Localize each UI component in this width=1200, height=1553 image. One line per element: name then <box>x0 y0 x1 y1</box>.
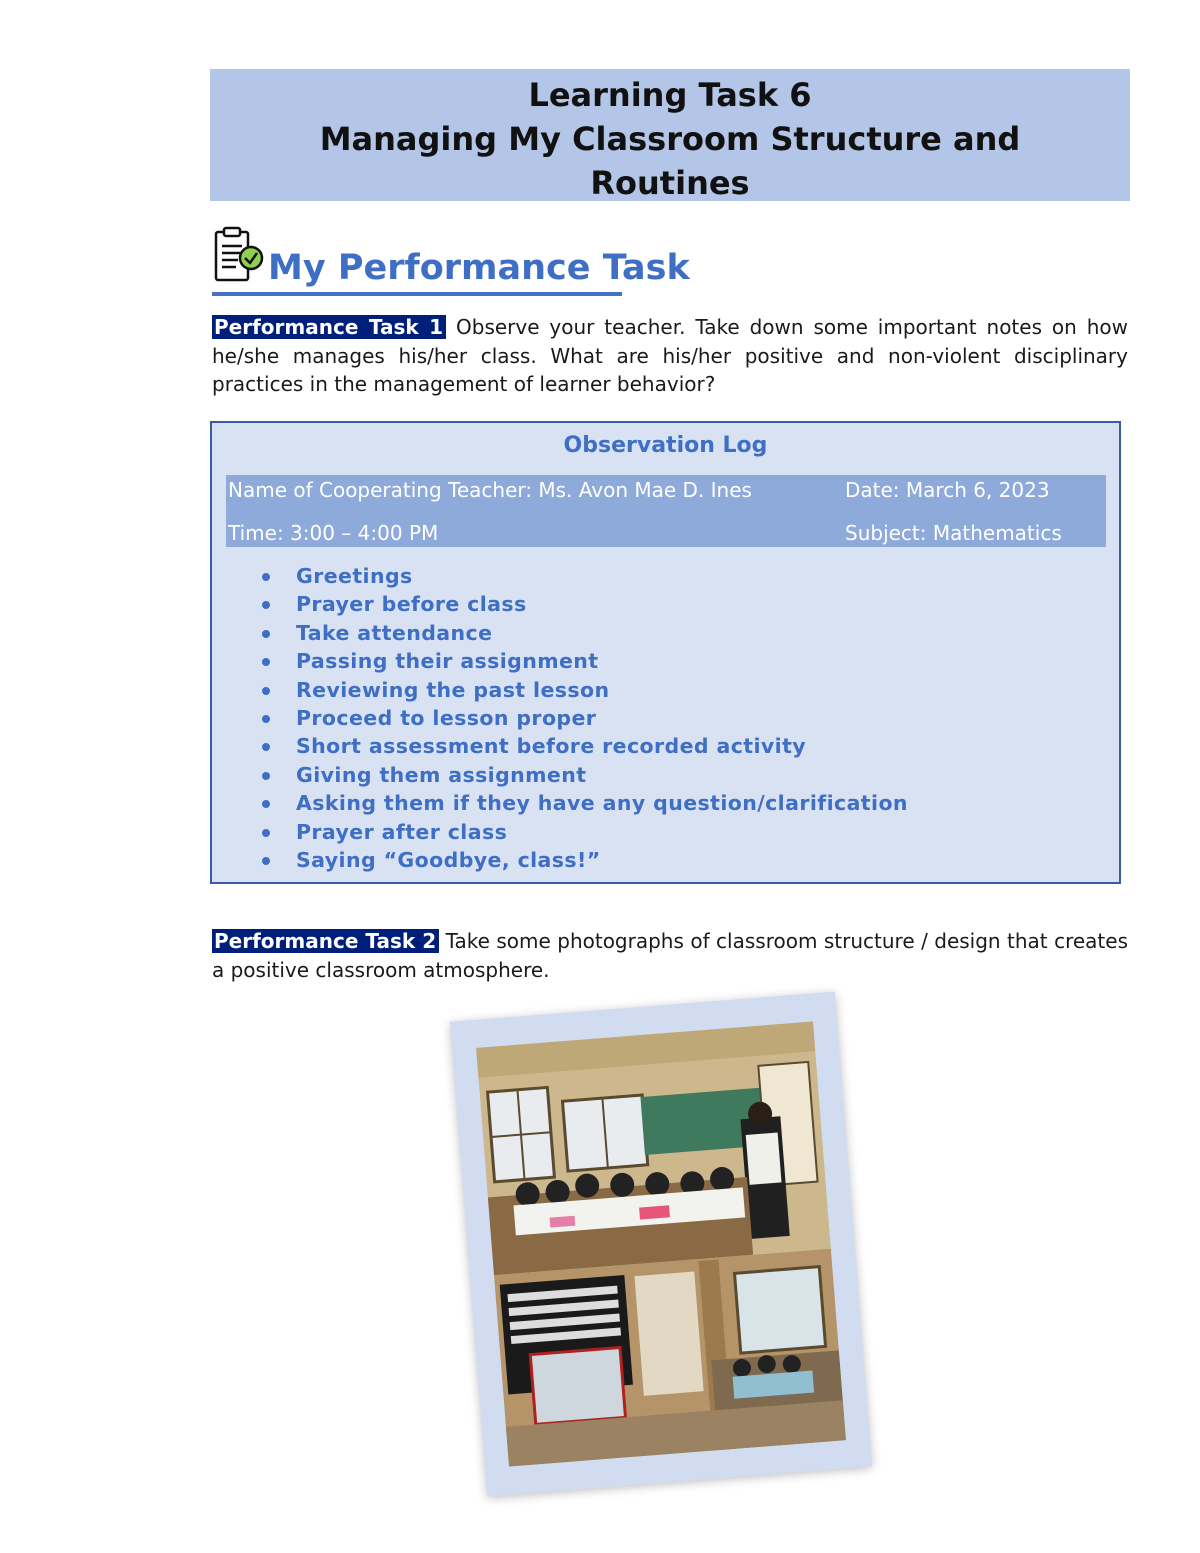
clipboard-check-icon <box>212 226 264 286</box>
list-item: Short assessment before recorded activity <box>212 732 908 760</box>
observation-time: Time: 3:00 – 4:00 PM <box>228 521 439 545</box>
title-banner <box>210 69 1130 201</box>
list-item: Greetings <box>212 562 908 590</box>
title-line-1: Learning Task 6 <box>528 76 812 114</box>
list-item: Prayer before class <box>212 590 908 618</box>
log-info-table <box>226 475 1106 547</box>
observation-date: Date: March 6, 2023 <box>845 478 1050 502</box>
teacher-name: Name of Cooperating Teacher: Ms. Avon Mae D. Ines <box>228 478 752 502</box>
routine-list <box>212 562 908 874</box>
task-2-paragraph <box>212 927 1128 984</box>
list-item: Proceed to lesson proper <box>212 704 908 732</box>
task-1-label: Performance Task 1 <box>212 315 446 339</box>
section-underline <box>212 292 622 296</box>
list-item: Passing their assignment <box>212 647 908 675</box>
list-item: Saying “Goodbye, class!” <box>212 846 908 874</box>
classroom-photo <box>476 1021 846 1466</box>
task-2-label: Performance Task 2 <box>212 929 439 953</box>
task-1-paragraph <box>212 313 1128 399</box>
list-item: Reviewing the past lesson <box>212 676 908 704</box>
list-item: Prayer after class <box>212 818 908 846</box>
observation-log <box>210 421 1121 884</box>
list-item: Take attendance <box>212 619 908 647</box>
title-line-2: Managing My Classroom Structure and <box>319 120 1021 158</box>
list-item: Asking them if they have any question/clarification <box>212 789 908 817</box>
log-title: Observation Log <box>563 433 768 458</box>
title-line-3: Routines <box>590 164 750 202</box>
section-heading <box>212 226 690 296</box>
section-title: My Performance Task <box>268 248 690 288</box>
photo-frame <box>450 992 872 1497</box>
observation-subject: Subject: Mathematics <box>845 521 1062 545</box>
task-2-text: Take some photographs of classroom structure / design that creates a positive classroom atmosphere. <box>212 929 1128 982</box>
list-item: Giving them assignment <box>212 761 908 789</box>
task-1-text: Observe your teacher. Take down some important notes on how he/she manages his/her class. What are his/her positive and non-violent disciplinary practices in the management of learner behavior? <box>212 315 1128 396</box>
